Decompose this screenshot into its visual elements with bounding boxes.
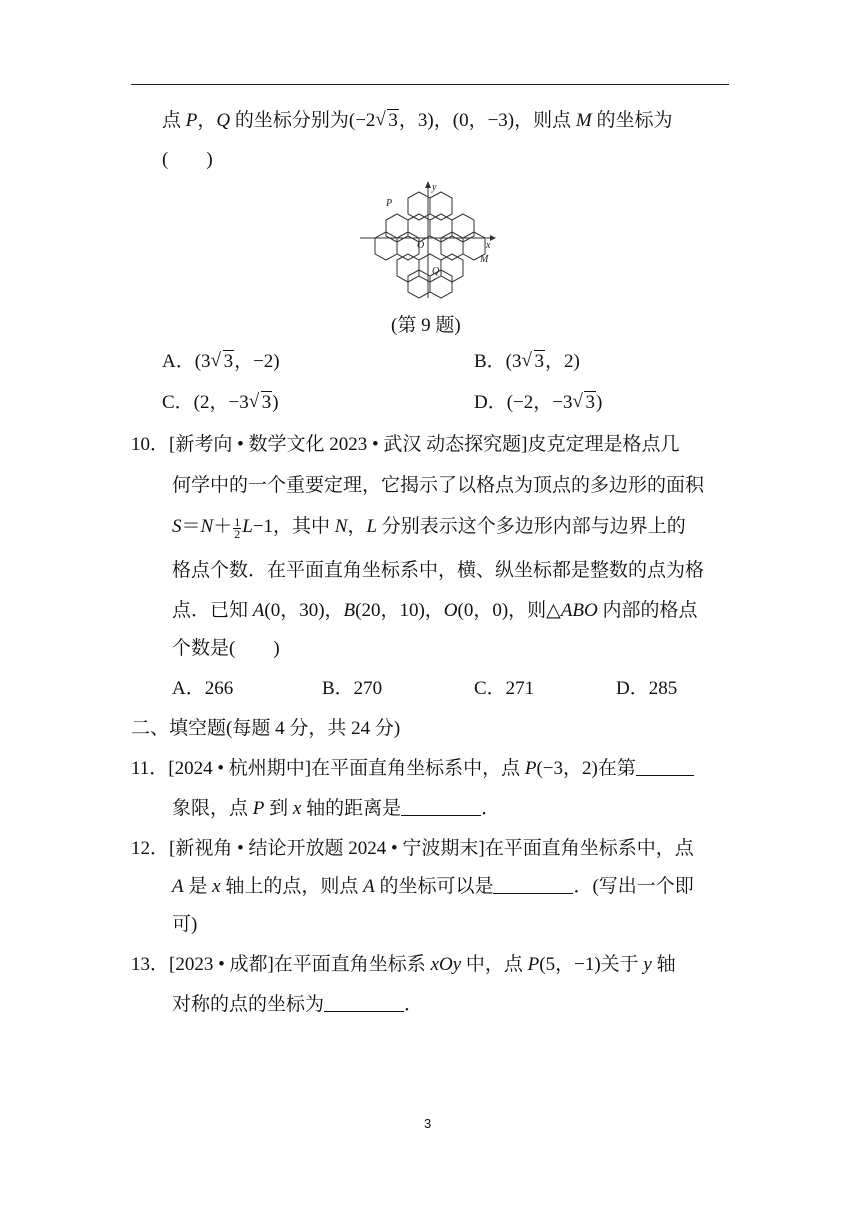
section-heading: 二、填空题(每题 4 分，共 24 分) (131, 718, 401, 739)
q9-answer-paren: ( ) (162, 149, 213, 170)
label-o: O (417, 240, 425, 251)
q9-option-d[interactable]: D．(−2，−3√ 3) (474, 393, 602, 412)
q12-line1: 12．[新视角 • 结论开放题 2024 • 宁波期末]在平面直角坐标系中，点 (131, 838, 694, 859)
q10-option-d[interactable]: D．285 (616, 678, 678, 699)
q11-line1: 11．[2024 • 杭州期中]在平面直角坐标系中，点 P(−3，2)在第 (131, 759, 694, 778)
y-arrow (425, 181, 431, 188)
q10-line6: 个数是( ) (172, 638, 280, 659)
q9-stem-line1: 点 P，Q 的坐标分别为(−2√ 3，3)，(0，−3)，则点 M 的坐标为 (162, 111, 672, 130)
answer-blank[interactable] (493, 877, 573, 894)
label-y: y (432, 182, 437, 193)
q10-line3: S＝N＋ $\frac{1}{2}$ L−1，其中 N，L 分别表示这个多边形内部与边界上的 (172, 515, 686, 541)
label-x: x (486, 240, 491, 251)
q11-line2: 象限，点 P 到 x 轴的距离是 ． (172, 798, 501, 819)
q10-option-a[interactable]: A．266 (172, 678, 234, 699)
q10-line5: 点．已知 A(0，30)，B(20，10)，O(0，0)，则△ABO 内部的格点 (172, 600, 698, 621)
q9-option-a[interactable]: A．(3√ 3，−2) (162, 352, 280, 371)
q13-line2: 对称的点的坐标为 ． (172, 994, 424, 1015)
hexagon (430, 192, 452, 220)
answer-blank[interactable] (401, 799, 481, 816)
figure-caption: (第 9 题) (391, 315, 461, 336)
hexagon (408, 192, 430, 220)
x-arrow (490, 235, 496, 241)
q12-line2: A 是 x 轴上的点，则点 A 的坐标可以是 ．(写出一个即 (172, 876, 694, 897)
fraction-one-half: $\frac{1}{2}$ (234, 515, 241, 541)
q13-line1: 13．[2023 • 成都]在平面直角坐标系 xOy 中，点 P(5，−1)关于 y 轴 (131, 954, 676, 975)
q9-option-c[interactable]: C．(2，−3√ 3) (162, 393, 279, 412)
q10-line1: 10．[新考向 • 数学文化 2023 • 武汉 动态探究题]皮克定理是格点几 (131, 434, 680, 455)
q9-option-b[interactable]: B．(3√ 3，2) (474, 352, 580, 371)
label-m: M (480, 254, 489, 265)
label-q: Q (432, 266, 440, 277)
q10-option-c[interactable]: C．271 (474, 678, 535, 699)
answer-blank[interactable] (324, 995, 404, 1012)
label-p: P (386, 198, 393, 209)
q10-line4: 格点个数．在平面直角坐标系中，横、纵坐标都是整数的点为格 (172, 560, 705, 581)
page-number: 3 (424, 1116, 432, 1131)
q12-line3: 可) (172, 914, 198, 935)
q10-option-b[interactable]: B．270 (322, 678, 383, 699)
answer-blank[interactable] (636, 759, 694, 776)
header-rule (131, 84, 729, 85)
hexagon-grid-figure (360, 176, 502, 300)
q10-line2: 何学中的一个重要定理，它揭示了以格点为顶点的多边形的面积 (172, 475, 705, 496)
